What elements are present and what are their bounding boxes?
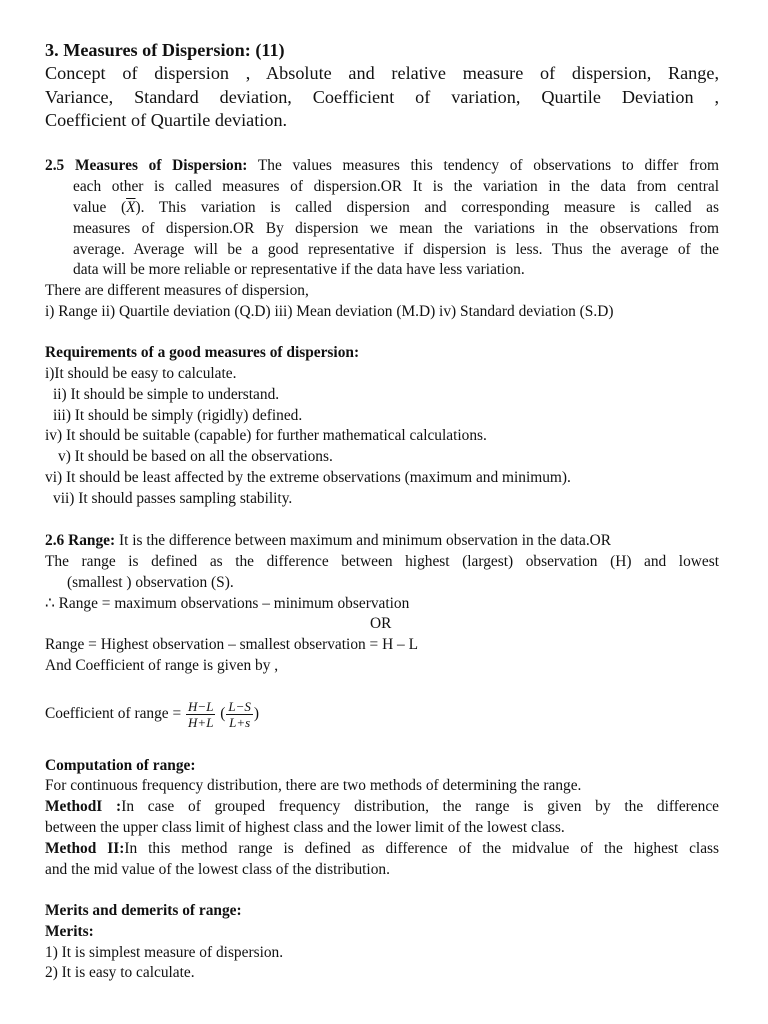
fraction-l-s: $\frac{L-S}{L+s}$ (228, 698, 251, 730)
range-formula-2: Range = Highest observation – smallest observation = H – L (45, 636, 418, 653)
merits-heading: Merits and demerits of range: (45, 902, 242, 919)
requirement-item: ii) It should be simple to understand. (53, 386, 280, 403)
chapter-title: 3. Measures of Dispersion: (11) (45, 40, 285, 60)
requirement-item: vi) It should be least affected by the extreme observations (maximum and minimum). (45, 469, 571, 486)
s26-line-1: 2.6 Range: It is the difference between maximum and minimum observation in the data.OR (45, 532, 612, 549)
method-2-line-2: and the mid value of the lowest class of the distribution. (45, 861, 390, 878)
s25-line-3: value $(\overline{X})$. This variation is called dispersion and corresponding measure is called as (73, 199, 719, 216)
computation-line-1: For continuous frequency distribution, there are two methods of determining the range. (45, 777, 582, 794)
syllabus-line-3: Coefficient of Quartile deviation. (45, 110, 288, 130)
s26-line-2: The range is defined as the difference between highest (largest) observation (H) and lowest (45, 553, 719, 570)
range-formula-1: ∴ Range = maximum observations – minimum observation (45, 595, 410, 612)
requirement-item: i)It should be easy to calculate. (45, 365, 237, 382)
requirement-item: vii) It should passes sampling stability. (53, 490, 293, 507)
or-separator: OR (370, 615, 392, 632)
computation-heading: Computation of range: (45, 757, 196, 774)
s26-line-3: (smallest ) observation (S). (67, 574, 234, 591)
s25-heading: 2.5 Measures of Dispersion: (45, 157, 248, 174)
s25-measures-list: i) Range ii) Quartile deviation (Q.D) iii) Mean deviation (M.D) iv) Standard deviation (S.D) (45, 303, 614, 320)
syllabus-line-2: Variance, Standard deviation, Coefficient of variation, Quartile Deviation , (45, 87, 719, 107)
x-bar-symbol: $\overline{X}$ (126, 199, 136, 216)
syllabus-line-1: Concept of dispersion , Absolute and relative measure of dispersion, Range, (45, 63, 719, 83)
merit-item: 2) It is easy to calculate. (45, 964, 195, 981)
requirement-item: v) It should be based on all the observations. (58, 448, 333, 465)
s26-line-6: And Coefficient of range is given by , (45, 657, 279, 674)
method-2-line-1: Method II:In this method range is defined as difference of the midvalue of the highest class (45, 840, 720, 857)
fraction-h-l: $\frac{H-L}{H+L}$ (188, 698, 214, 730)
s25-line-4: measures of dispersion.OR By dispersion we mean the variations in the observations from (73, 220, 719, 237)
merit-item: 1) It is simplest measure of dispersion. (45, 944, 284, 961)
s25-line-6: data will be more reliable or representative if the data have less variation. (73, 261, 525, 278)
s26-heading: 2.6 Range: (45, 532, 116, 549)
s25-line-7: There are different measures of dispersion, (45, 282, 309, 299)
coefficient-formula: Coefficient of range = $\frac{H-L}{H+L}$ ( $\frac{L-S}{L+s}$ ) (45, 698, 260, 730)
s25-line-2: each other is called measures of dispersion.OR It is the variation in the data from central (73, 178, 719, 195)
method-1-line-1: MethodI :In case of grouped frequency distribution, the range is given by the difference (45, 798, 719, 815)
s25-line-5: average. Average will be a good representative if dispersion is less. Thus the average of the (73, 241, 719, 258)
merits-subheading: Merits: (45, 923, 94, 940)
requirement-item: iii) It should be simply (rigidly) defined. (53, 407, 303, 424)
requirements-heading: Requirements of a good measures of dispersion: (45, 344, 360, 361)
s25-line-1: 2.5 Measures of Dispersion: The values measures this tendency of observations to differ from (45, 157, 720, 174)
requirement-item: iv) It should be suitable (capable) for further mathematical calculations. (45, 427, 487, 444)
method-1-line-2: between the upper class limit of highest class and the lower limit of the lowest class. (45, 819, 565, 836)
